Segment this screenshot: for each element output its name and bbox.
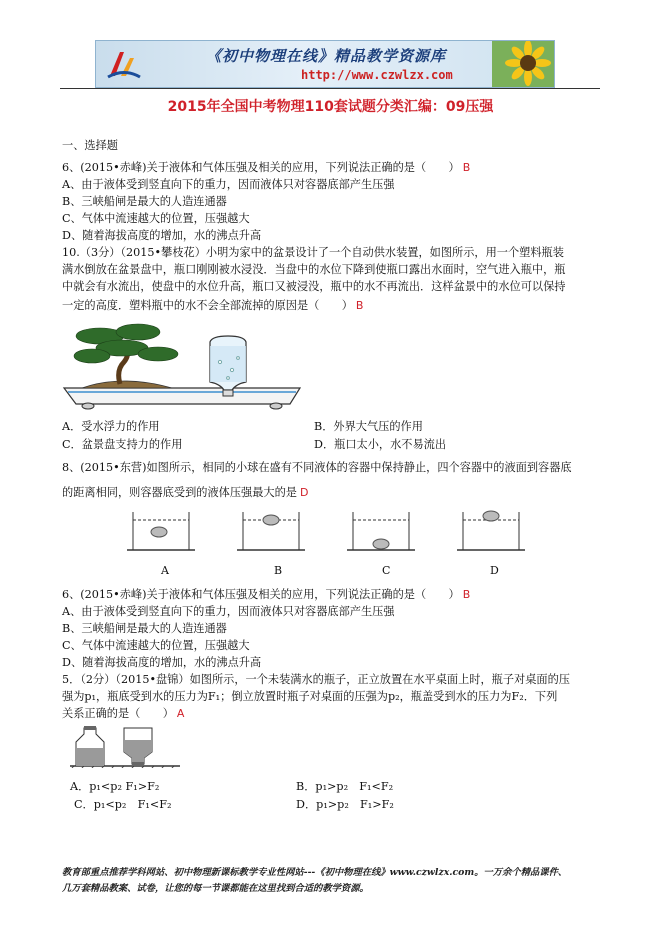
question-5-line: 5．（2分）（2015•盘锦）如图所示，一个未装满水的瓶子，正立放置在水平桌面上时，瓶子对桌面的压 [62, 673, 570, 686]
question-10-line: 中就会有水流出，使盘中的水位升高，瓶口又被浸没，瓶中的水不再流出．这样盆景中的水位可以保持 [62, 280, 566, 293]
question-5-line: 强为p₁，瓶底受到水的压力为F₁；倒立放置时瓶子对桌面的压强为p₂，瓶盖受到水的压力为F₂．下列 [62, 690, 558, 703]
question-6a-option: C、气体中流速越大的位置，压强越大 [62, 212, 250, 225]
container-label: A [161, 564, 169, 577]
question-6a-option: B、三峡船闸是最大的人造连通器 [62, 195, 227, 208]
stem-text: 6、(2015•赤峰)关于液体和气体压强及相关的应用，下列说法正确的是（ ） [62, 161, 460, 174]
footer-line: 教育部重点推荐学科网站、初中物理新课标教学专业性网站---《初中物理在线》www.czwlzx.com。一万余个精品课件、 [62, 867, 568, 878]
stem-text: 的距离相同，则容器底受到的液体压强最大的是 [62, 486, 297, 499]
question-5-option: C．p₁<p₂ F₁<F₂ [74, 798, 172, 811]
question-6b-option: B、三峡船闸是最大的人造连通器 [62, 622, 227, 635]
question-10-line [62, 298, 363, 313]
stem-text: 6、(2015•赤峰)关于液体和气体压强及相关的应用，下列说法正确的是（ ） [62, 588, 460, 601]
question-5-option: D．p₁>p₂ F₁>F₂ [296, 798, 394, 811]
question-10-line: 10.（3分）（2015•攀枝花）小明为家中的盆景设计了一个自动供水装置，如图所示，用一个塑料瓶装 [62, 246, 564, 259]
answer: D [299, 486, 309, 499]
answer: B [462, 161, 471, 174]
question-10-option: C．盆景盘支持力的作用 [62, 438, 183, 451]
question-6a-option: D、随着海拔高度的增加，水的沸点升高 [62, 229, 262, 242]
stem-text: 一定的高度．塑料瓶中的水不会全部流掉的原因是（ ） [62, 299, 353, 312]
question-6a-stem [62, 160, 470, 175]
answer: B [462, 588, 471, 601]
container-label: C [382, 564, 391, 577]
question-6a-option: A、由于液体受到竖直向下的重力，因而液体只对容器底部产生压强 [62, 178, 395, 191]
container-label: B [274, 564, 283, 577]
question-8-line [62, 485, 308, 500]
header-rule [60, 88, 600, 89]
banner-url[interactable]: http://www.czwlzx.com [301, 68, 453, 82]
site-logo [106, 46, 142, 82]
question-5-option: B．p₁>p₂ F₁<F₂ [296, 780, 394, 793]
stem-text: 关系正确的是（ ） [62, 707, 174, 720]
question-8-line: 8、(2015•东营)如图所示，相同的小球在盛有不同液体的容器中保持静止，四个容器中的液面到容器底 [62, 461, 572, 474]
header-banner [95, 40, 555, 88]
question-5-line [62, 706, 184, 721]
question-6b-option: D、随着海拔高度的增加，水的沸点升高 [62, 656, 262, 669]
containers-figure [125, 506, 525, 556]
page-title: 2015年全国中考物理110套试题分类汇编：09压强 [167, 99, 494, 115]
container-label: D [490, 564, 499, 577]
question-6b-stem [62, 587, 470, 602]
question-10-option: A．受水浮力的作用 [62, 420, 160, 433]
question-5-option: A．p₁<p₂ F₁>F₂ [70, 780, 160, 793]
question-6b-option: A、由于液体受到竖直向下的重力，因而液体只对容器底部产生压强 [62, 605, 395, 618]
question-10-line: 满水倒放在盆景盘中，瓶口刚刚被水浸没．当盘中的水位下降到使瓶口露出水面时，空气进入瓶中，瓶 [62, 263, 566, 276]
question-10-option: B．外界大气压的作用 [314, 420, 423, 433]
sunflower-image [492, 41, 554, 87]
bonsai-water-figure [62, 322, 302, 416]
footer-line: 几万套精品教案、试卷，让您的每一节课都能在这里找到合适的教学资源。 [62, 883, 369, 894]
section-heading: 一、选择题 [62, 139, 118, 152]
question-10-option: D．瓶口太小，水不易流出 [314, 438, 447, 451]
question-6b-option: C、气体中流速越大的位置，压强越大 [62, 639, 250, 652]
answer: A [176, 707, 185, 720]
answer: B [355, 299, 364, 312]
banner-title: 《初中物理在线》精品教学资源库 [206, 47, 447, 65]
bottles-figure [70, 724, 180, 768]
